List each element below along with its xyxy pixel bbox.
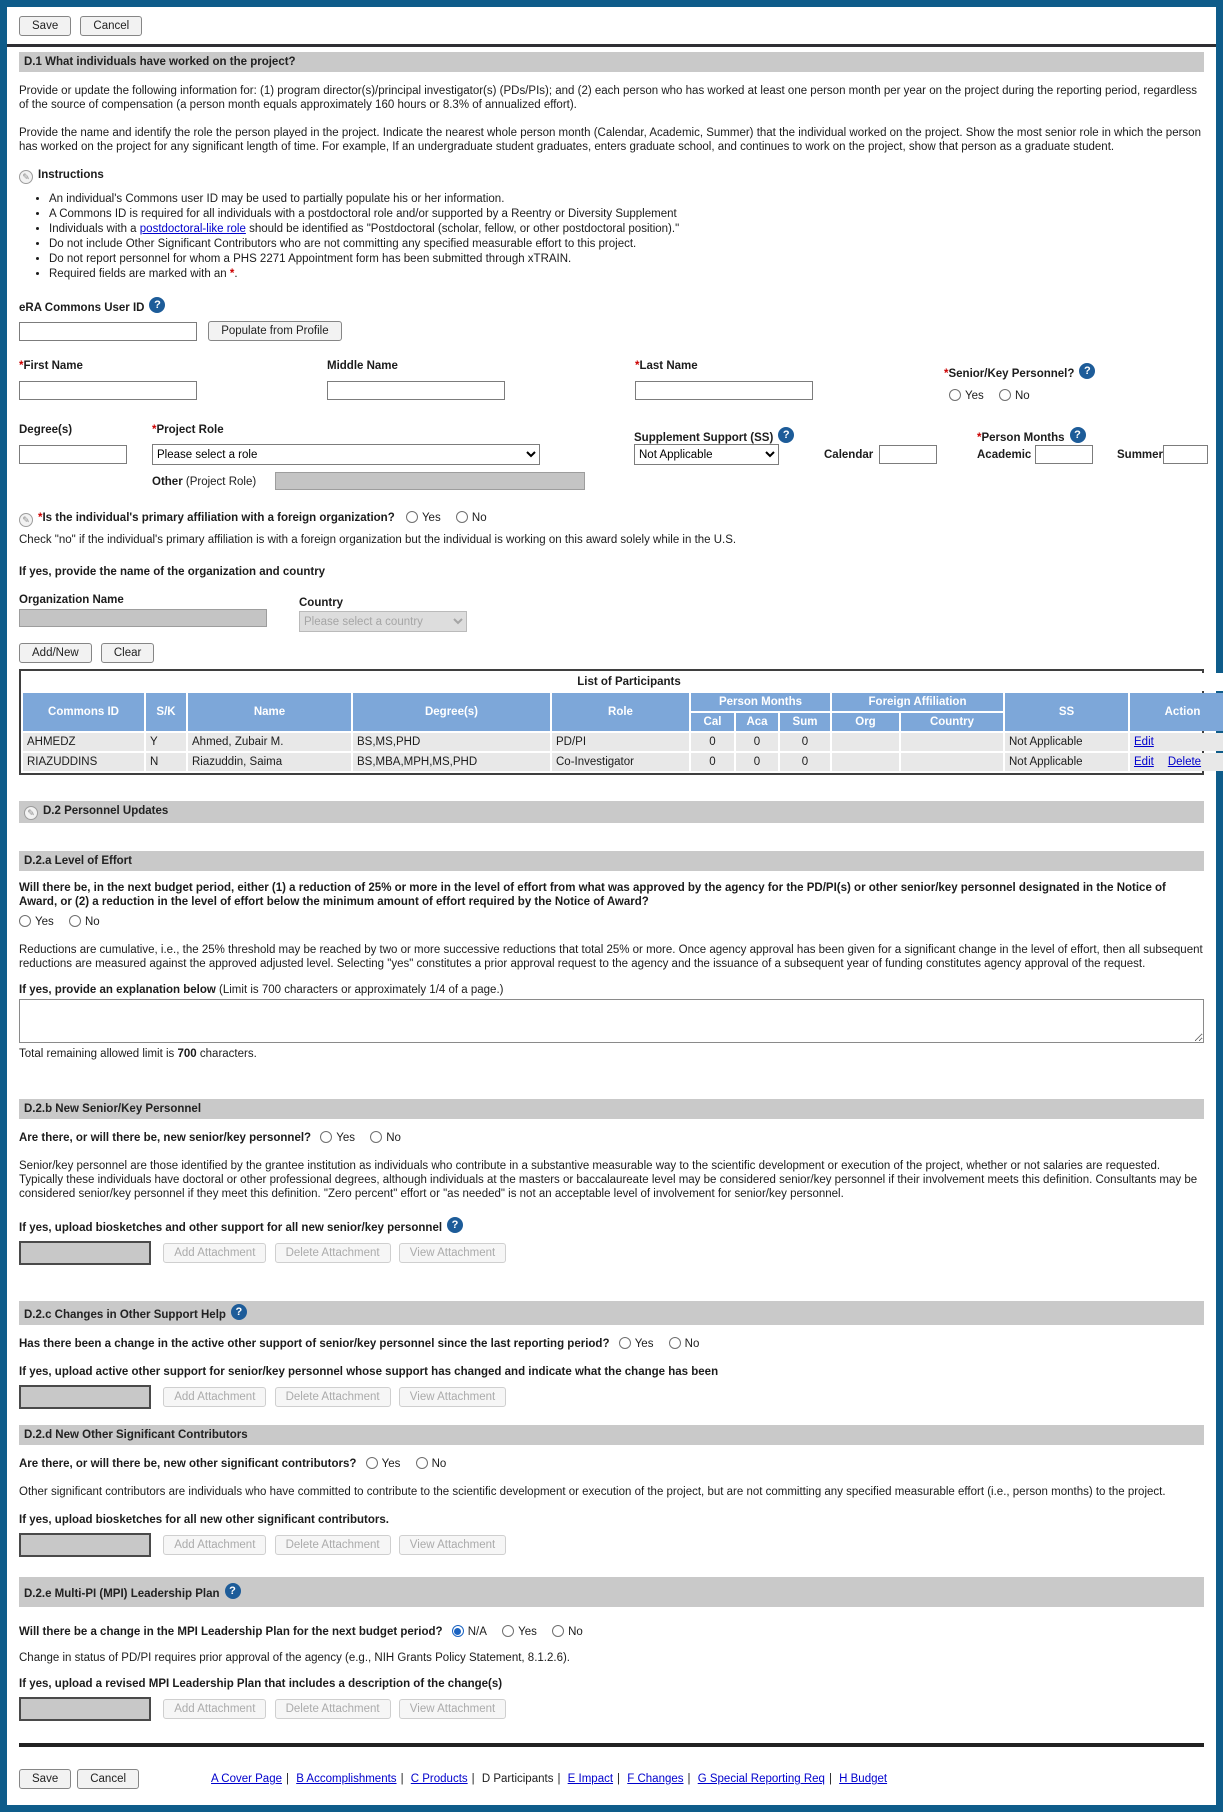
- academic-label: Academic: [977, 449, 1032, 461]
- required-asterisk: *: [19, 360, 24, 372]
- instruction-text: Do not include Other Significant Contributors who are not committing any specified measurable effort to this project.: [49, 238, 637, 250]
- col-header-degrees: Degree(s): [353, 693, 550, 731]
- cancel-button-top[interactable]: Cancel: [80, 16, 142, 36]
- nav-separator: |: [557, 1773, 561, 1785]
- radio-label: No: [84, 916, 100, 928]
- instruction-item: [49, 252, 1204, 266]
- organization-name-field: [19, 609, 267, 627]
- d2c-question: Has there been a change in the active other support of senior/key personnel since the last reporting period?: [19, 1338, 610, 1350]
- d2e-policy-note: Change in status of PD/PI requires prior approval of the agency (e.g., NIH Grants Policy Statement, 8.1.2.6).: [19, 1652, 570, 1664]
- cell-ss: Not Applicable: [1005, 753, 1128, 771]
- foreign-yes-radio[interactable]: [406, 511, 418, 523]
- cell-degrees: BS,MS,PHD: [353, 733, 550, 751]
- section-d2e-header: [19, 1577, 1204, 1607]
- section-title: D.2 Personnel Updates: [43, 805, 169, 817]
- senior-key-personnel-label: [944, 363, 1095, 381]
- col-header-commons-id: Commons ID: [23, 693, 144, 731]
- radio-label: No: [568, 1626, 583, 1638]
- radio-label: No: [684, 1338, 700, 1350]
- instructions-row: [19, 168, 1204, 184]
- foreign-affiliation-question-row: [19, 511, 1204, 527]
- name-fields-row: [19, 355, 1204, 413]
- table-row: [23, 733, 1223, 751]
- label-text: Other: [152, 476, 183, 488]
- help-icon[interactable]: ?: [1079, 363, 1095, 379]
- senior-key-no-radio[interactable]: [999, 389, 1011, 401]
- label-text: characters.: [196, 1048, 257, 1060]
- instruction-item: [49, 267, 1204, 281]
- pencil-icon: ✎: [19, 170, 33, 184]
- clear-button[interactable]: Clear: [101, 643, 154, 663]
- radio-label: Yes: [634, 1338, 654, 1350]
- instruction-text: Individuals with a: [49, 223, 140, 235]
- middle-name-label: Middle Name: [327, 360, 398, 372]
- supplement-support-select[interactable]: [634, 444, 779, 465]
- participants-table: [19, 669, 1204, 775]
- degrees-label: Degree(s): [19, 424, 73, 436]
- cell-name: Ahmed, Zubair M.: [188, 733, 351, 751]
- d2e-no-radio[interactable]: [552, 1625, 564, 1637]
- cell-role: PD/PI: [552, 733, 689, 751]
- section-d2c-header: [19, 1301, 1204, 1325]
- col-header-action: Action: [1130, 693, 1223, 731]
- required-asterisk: *: [977, 432, 982, 444]
- era-commons-row: [19, 321, 1204, 341]
- calendar-label: Calendar: [824, 449, 874, 461]
- section-title: D.2.e Multi-PI (MPI) Leadership Plan: [24, 1588, 220, 1600]
- foreign-affiliation-question: Is the individual's primary affiliation with a foreign organization?: [42, 512, 395, 524]
- summer-label: Summer: [1117, 449, 1164, 461]
- d2a-explanation-textarea[interactable]: [19, 999, 1204, 1043]
- d2a-remaining-note: [19, 1047, 1204, 1061]
- first-name-label: [19, 359, 83, 373]
- foreign-no-radio[interactable]: [456, 511, 468, 523]
- d2c-file-display: [19, 1385, 151, 1409]
- cell-country: [901, 733, 1003, 751]
- d2b-add-attachment-button: Add Attachment: [163, 1243, 266, 1263]
- label-text: If yes, provide an explanation below: [19, 984, 216, 996]
- label-text: First Name: [23, 360, 83, 372]
- save-button-top[interactable]: Save: [19, 16, 71, 36]
- d2b-delete-attachment-button: Delete Attachment: [275, 1243, 391, 1263]
- radio-label: Yes: [381, 1458, 401, 1470]
- instruction-item: [49, 222, 1204, 236]
- d2b-question: Are there, or will there be, new senior/key personnel?: [19, 1132, 312, 1144]
- remaining-count: 700: [177, 1048, 197, 1060]
- participant-actions-row: [19, 643, 1204, 663]
- cell-org: [832, 733, 899, 751]
- d2a-question: Will there be, in the next budget period, either (1) a reduction of 25% or more in the level of effort from what was approved by the agency for the PD/PI(s) or other senior/key personnel designated in the Notice of Award, or (2) a reduction in the level of effort below the minimum amount of effort required by the Notice of Award?: [19, 882, 1166, 908]
- d2e-view-attachment-button: View Attachment: [399, 1699, 506, 1719]
- required-asterisk: *: [229, 268, 235, 280]
- nav-separator: |: [400, 1773, 404, 1785]
- cancel-button-bottom[interactable]: Cancel: [77, 1769, 139, 1789]
- label-text: Last Name: [639, 360, 698, 372]
- label-text: Supplement Support (SS): [634, 432, 774, 444]
- calendar-months-field[interactable]: [879, 445, 937, 464]
- col-header-org: Org: [832, 713, 899, 731]
- middle-name-field[interactable]: [327, 381, 505, 400]
- academic-months-field[interactable]: [1035, 445, 1093, 464]
- d2b-no-radio[interactable]: [370, 1131, 382, 1143]
- instruction-item: [49, 207, 1204, 221]
- d2b-yes-radio[interactable]: [320, 1131, 332, 1143]
- cell-degrees: BS,MBA,MPH,MS,PHD: [353, 753, 550, 771]
- project-role-label: [152, 423, 224, 437]
- radio-label: Yes: [965, 390, 984, 402]
- instructions-label: Instructions: [38, 169, 104, 181]
- summer-months-field[interactable]: [1163, 445, 1208, 464]
- d2e-upload-label: If yes, upload a revised MPI Leadership Plan that includes a description of the change(s): [19, 1678, 503, 1690]
- populate-from-profile-button[interactable]: Populate from Profile: [208, 321, 341, 341]
- cell-ss: Not Applicable: [1005, 733, 1128, 751]
- cell-country: [901, 753, 1003, 771]
- table-caption: List of Participants: [23, 673, 1223, 691]
- help-icon[interactable]: ?: [225, 1583, 241, 1599]
- d2e-question-row: [19, 1625, 1204, 1639]
- col-header-aca: Aca: [736, 713, 778, 731]
- col-header-sk: S/K: [146, 693, 186, 731]
- project-role-select[interactable]: [152, 444, 540, 465]
- senior-key-radio-group: [949, 389, 1042, 403]
- d2c-view-attachment-button: View Attachment: [399, 1387, 506, 1407]
- d2d-question-row: [19, 1457, 1204, 1471]
- add-new-button[interactable]: Add/New: [19, 643, 92, 663]
- first-name-field[interactable]: [19, 381, 197, 400]
- cell-sk: N: [146, 753, 186, 771]
- d2b-radio-group: [320, 1132, 413, 1144]
- col-header-cal: Cal: [691, 713, 734, 731]
- col-header-foreign-affiliation: Foreign Affiliation: [832, 693, 1003, 711]
- nav-special-reporting-link[interactable]: G Special Reporting Req: [697, 1773, 825, 1785]
- nav-changes-link[interactable]: F Changes: [627, 1773, 684, 1785]
- help-icon[interactable]: ?: [447, 1217, 463, 1233]
- radio-label: No: [431, 1458, 447, 1470]
- nav-separator: |: [687, 1773, 691, 1785]
- d2c-question-row: [19, 1337, 1204, 1351]
- d2e-delete-attachment-button: Delete Attachment: [275, 1699, 391, 1719]
- era-commons-label-row: [19, 297, 1204, 315]
- instructions-list: [49, 192, 1204, 281]
- d2c-delete-attachment-button: Delete Attachment: [275, 1387, 391, 1407]
- top-divider: [7, 44, 1216, 47]
- nav-separator: |: [286, 1773, 289, 1785]
- col-header-role: Role: [552, 693, 689, 731]
- foreign-affiliation-radio-group: [406, 512, 499, 524]
- nav-cover-page-link[interactable]: A Cover Page: [211, 1773, 282, 1785]
- cell-action: [1130, 733, 1223, 751]
- d2d-question: Are there, or will there be, new other significant contributors?: [19, 1458, 357, 1470]
- cell-cal: 0: [691, 733, 734, 751]
- d2b-upload-label: If yes, upload biosketches and other support for all new senior/key personnel: [19, 1222, 443, 1234]
- nav-products-link[interactable]: C Products: [410, 1773, 468, 1785]
- instruction-text: should be identified as "Postdoctoral (scholar, fellow, or other postdoctoral position).": [245, 223, 680, 235]
- other-project-role-label: [152, 475, 256, 489]
- nav-participants-current: D Participants: [481, 1773, 554, 1785]
- instruction-text: Do not report personnel for whom a PHS 2271 Appointment form has been submitted through xTRAIN.: [49, 253, 572, 265]
- cell-commons-id: RIAZUDDINS: [23, 753, 144, 771]
- instruction-item: [49, 237, 1204, 251]
- required-asterisk: *: [38, 512, 43, 524]
- save-button-bottom[interactable]: Save: [19, 1769, 71, 1789]
- label-text: Project Role: [156, 424, 224, 436]
- d2e-attachment-row: [19, 1697, 1204, 1721]
- radio-label: N/A: [467, 1626, 487, 1638]
- required-asterisk: *: [944, 368, 949, 380]
- d2d-attachment-row: [19, 1533, 1204, 1557]
- edit-link[interactable]: Edit: [1134, 736, 1154, 748]
- nav-separator: |: [617, 1773, 621, 1785]
- d1-intro-paragraph-2: Provide the name and identify the role the person played in the project. Indicate the nearest whole person month (Calendar, Academic, Summer) that the individual worked on the project. Show the most senior role in which the person has worked on the project for any significant length of time. For example, If an undergraduate student graduates, enters graduate school, and continues to work on the project, show that person as a graduate student.: [19, 127, 1201, 153]
- supplement-support-label: [634, 427, 794, 445]
- top-toolbar: [7, 7, 1216, 44]
- col-header-name: Name: [188, 693, 351, 731]
- d2d-no-radio[interactable]: [416, 1457, 428, 1469]
- d2d-add-attachment-button: Add Attachment: [163, 1535, 266, 1555]
- section-d2d-header: D.2.d New Other Significant Contributors: [19, 1425, 1204, 1445]
- d2d-delete-attachment-button: Delete Attachment: [275, 1535, 391, 1555]
- last-name-label: [635, 359, 698, 373]
- organization-name-label: Organization Name: [19, 594, 124, 606]
- nav-separator: |: [471, 1773, 475, 1785]
- d2a-explanation-label: [19, 983, 1204, 997]
- help-icon[interactable]: ?: [149, 297, 165, 313]
- cell-sum: 0: [780, 753, 830, 771]
- required-asterisk: *: [635, 360, 640, 372]
- d2c-no-radio[interactable]: [669, 1337, 681, 1349]
- radio-label: Yes: [336, 1132, 356, 1144]
- d2a-radio-group: [19, 915, 1204, 929]
- check-no-note: Check "no" if the individual's primary affiliation is with a foreign organization but the individual is working on this award solely while in the U.S.: [19, 534, 737, 546]
- d2d-radio-group: [366, 1458, 459, 1470]
- person-months-label: [977, 427, 1086, 445]
- col-header-sum: Sum: [780, 713, 830, 731]
- radio-label: No: [386, 1132, 401, 1144]
- d2a-yes-radio[interactable]: [19, 915, 31, 927]
- d1-intro-paragraph-1: Provide or update the following information for: (1) program director(s)/principal investigator(s) (PDs/PIs); and (2) each person who has worked at least one person month per year on the project during the reporting period, regardless of the source of compensation (a person month equals approximately 160 hours or 8.3% of annualized effort).: [19, 85, 1198, 111]
- nav-impact-link[interactable]: E Impact: [567, 1773, 614, 1785]
- d2c-yes-radio[interactable]: [619, 1337, 631, 1349]
- section-nav: [211, 1772, 887, 1786]
- required-asterisk: *: [152, 424, 157, 436]
- instruction-text: An individual's Commons user ID may be used to partially populate his or her information.: [49, 193, 505, 205]
- d2a-no-radio[interactable]: [69, 915, 81, 927]
- label-text: Total remaining allowed limit is: [19, 1048, 178, 1060]
- nav-separator: |: [828, 1773, 832, 1785]
- col-header-country: Country: [901, 713, 1003, 731]
- radio-label: Yes: [35, 916, 54, 928]
- d2b-attachment-row: [19, 1241, 1204, 1265]
- cell-commons-id: AHMEDZ: [23, 733, 144, 751]
- d2a-reductions-note: Reductions are cumulative, i.e., the 25% threshold may be reached by two or more successive reductions that total 25% or more. Once agency approval has been given for a significant change in the level of effort, then all subsequent reductions are measured against the approved adjusted level. Selecting "yes" constitutes a prior approval request to the agency and the issuance of a subsequent year of funding constitutes agency approval of the request.: [19, 944, 1203, 970]
- radio-label: Yes: [518, 1626, 537, 1638]
- senior-key-yes-radio[interactable]: [949, 389, 961, 401]
- table-header-row: [23, 693, 1223, 711]
- section-d2-header: [19, 801, 1204, 823]
- cell-role: Co-Investigator: [552, 753, 689, 771]
- cell-name: Riazuddin, Saima: [188, 753, 351, 771]
- other-project-role-field: [275, 472, 585, 490]
- section-title: D.2.c Changes in Other Support Help: [24, 1309, 226, 1321]
- label-text: (Project Role): [185, 476, 257, 488]
- d2b-definition-note: Senior/key personnel are those identified by the grantee institution as individuals who contribute in a substantive measurable way to the scientific development or execution of the project, whether or not salaries are requested. Typically these individuals have doctoral or other professional degrees, although individuals at the masters or baccalaureate level may be considered senior/key personnel if their involvement meets this definition. Consultants may be considered senior/key personnel if they meet this definition. "Zero percent" effort or "as needed" is not an acceptable level of involvement for senior/key personnel.: [19, 1160, 1198, 1200]
- cell-sum: 0: [780, 733, 830, 751]
- d2e-yes-radio[interactable]: [502, 1625, 514, 1637]
- d2d-yes-radio[interactable]: [366, 1457, 378, 1469]
- section-d2b-header: D.2.b New Senior/Key Personnel: [19, 1099, 1204, 1119]
- degrees-field[interactable]: [19, 445, 127, 464]
- pencil-icon: ✎: [19, 513, 33, 527]
- d2c-upload-label: If yes, upload active other support for senior/key personnel whose support has changed and indicate what the change has been: [19, 1366, 719, 1378]
- help-icon[interactable]: ?: [778, 427, 794, 443]
- radio-label: Yes: [421, 512, 441, 524]
- d2e-radio-group: [452, 1626, 595, 1638]
- help-icon[interactable]: ?: [231, 1304, 247, 1320]
- era-commons-input[interactable]: [19, 322, 197, 341]
- organization-row: [19, 591, 1204, 637]
- d2d-file-display: [19, 1533, 151, 1557]
- cell-aca: 0: [736, 753, 778, 771]
- nav-budget-link[interactable]: H Budget: [839, 1773, 888, 1785]
- help-icon[interactable]: ?: [1070, 427, 1086, 443]
- section-d1-header: D.1 What individuals have worked on the project?: [19, 52, 1204, 72]
- d2d-view-attachment-button: View Attachment: [399, 1535, 506, 1555]
- delete-link[interactable]: Delete: [1167, 756, 1202, 768]
- col-header-person-months: Person Months: [691, 693, 830, 711]
- cell-sk: Y: [146, 733, 186, 751]
- era-commons-label: eRA Commons User ID: [19, 302, 145, 314]
- label-text: Person Months: [981, 432, 1065, 444]
- d2c-attachment-row: [19, 1385, 1204, 1409]
- postdoctoral-like-role-link[interactable]: postdoctoral-like role: [139, 223, 246, 235]
- instruction-text: .: [234, 268, 238, 280]
- pencil-icon: ✎: [24, 806, 38, 820]
- d2b-view-attachment-button: View Attachment: [399, 1243, 506, 1263]
- radio-label: No: [471, 512, 487, 524]
- cell-action: [1130, 753, 1223, 771]
- col-header-ss: SS: [1005, 693, 1128, 731]
- d2c-radio-group: [619, 1338, 712, 1350]
- country-label: Country: [299, 597, 344, 609]
- d2d-upload-label: If yes, upload biosketches for all new other significant contributors.: [19, 1514, 389, 1526]
- bottom-toolbar: [19, 1769, 1204, 1789]
- d2b-file-display: [19, 1241, 151, 1265]
- country-select: [299, 611, 467, 632]
- org-country-instruction: If yes, provide the name of the organization and country: [19, 566, 326, 578]
- role-fields-row: [19, 419, 1204, 495]
- section-d2a-header: D.2.a Level of Effort: [19, 851, 1204, 871]
- d2d-definition-note: Other significant contributors are individuals who have committed to contribute to the scientific development or execution of the project, but are not committing any specified measurable effort (i.e., person months) to the project.: [19, 1486, 1166, 1498]
- instruction-text: Required fields are marked with an: [49, 268, 230, 280]
- nav-accomplishments-link[interactable]: B Accomplishments: [296, 1773, 397, 1785]
- d2e-add-attachment-button: Add Attachment: [163, 1699, 266, 1719]
- cell-aca: 0: [736, 733, 778, 751]
- cell-cal: 0: [691, 753, 734, 771]
- d2e-na-radio[interactable]: [452, 1625, 464, 1637]
- bottom-divider: [19, 1743, 1204, 1747]
- radio-label: No: [1014, 390, 1030, 402]
- d2e-question: Will there be a change in the MPI Leadership Plan for the next budget period?: [19, 1626, 443, 1638]
- label-text: (Limit is 700 characters or approximately 1/4 of a page.): [215, 984, 504, 996]
- label-text: Senior/Key Personnel?: [948, 368, 1075, 380]
- table-row: [23, 753, 1223, 771]
- d2b-question-row: [19, 1131, 1204, 1145]
- last-name-field[interactable]: [635, 381, 813, 400]
- cell-org: [832, 753, 899, 771]
- instruction-text: A Commons ID is required for all individuals with a postdoctoral role and/or supported by a Reentry or Diversity Supplement: [49, 208, 677, 220]
- edit-link[interactable]: Edit: [1134, 756, 1154, 768]
- d2b-upload-label-row: [19, 1217, 1204, 1235]
- instruction-item: [49, 192, 1204, 206]
- d2e-file-display: [19, 1697, 151, 1721]
- d2c-add-attachment-button: Add Attachment: [163, 1387, 266, 1407]
